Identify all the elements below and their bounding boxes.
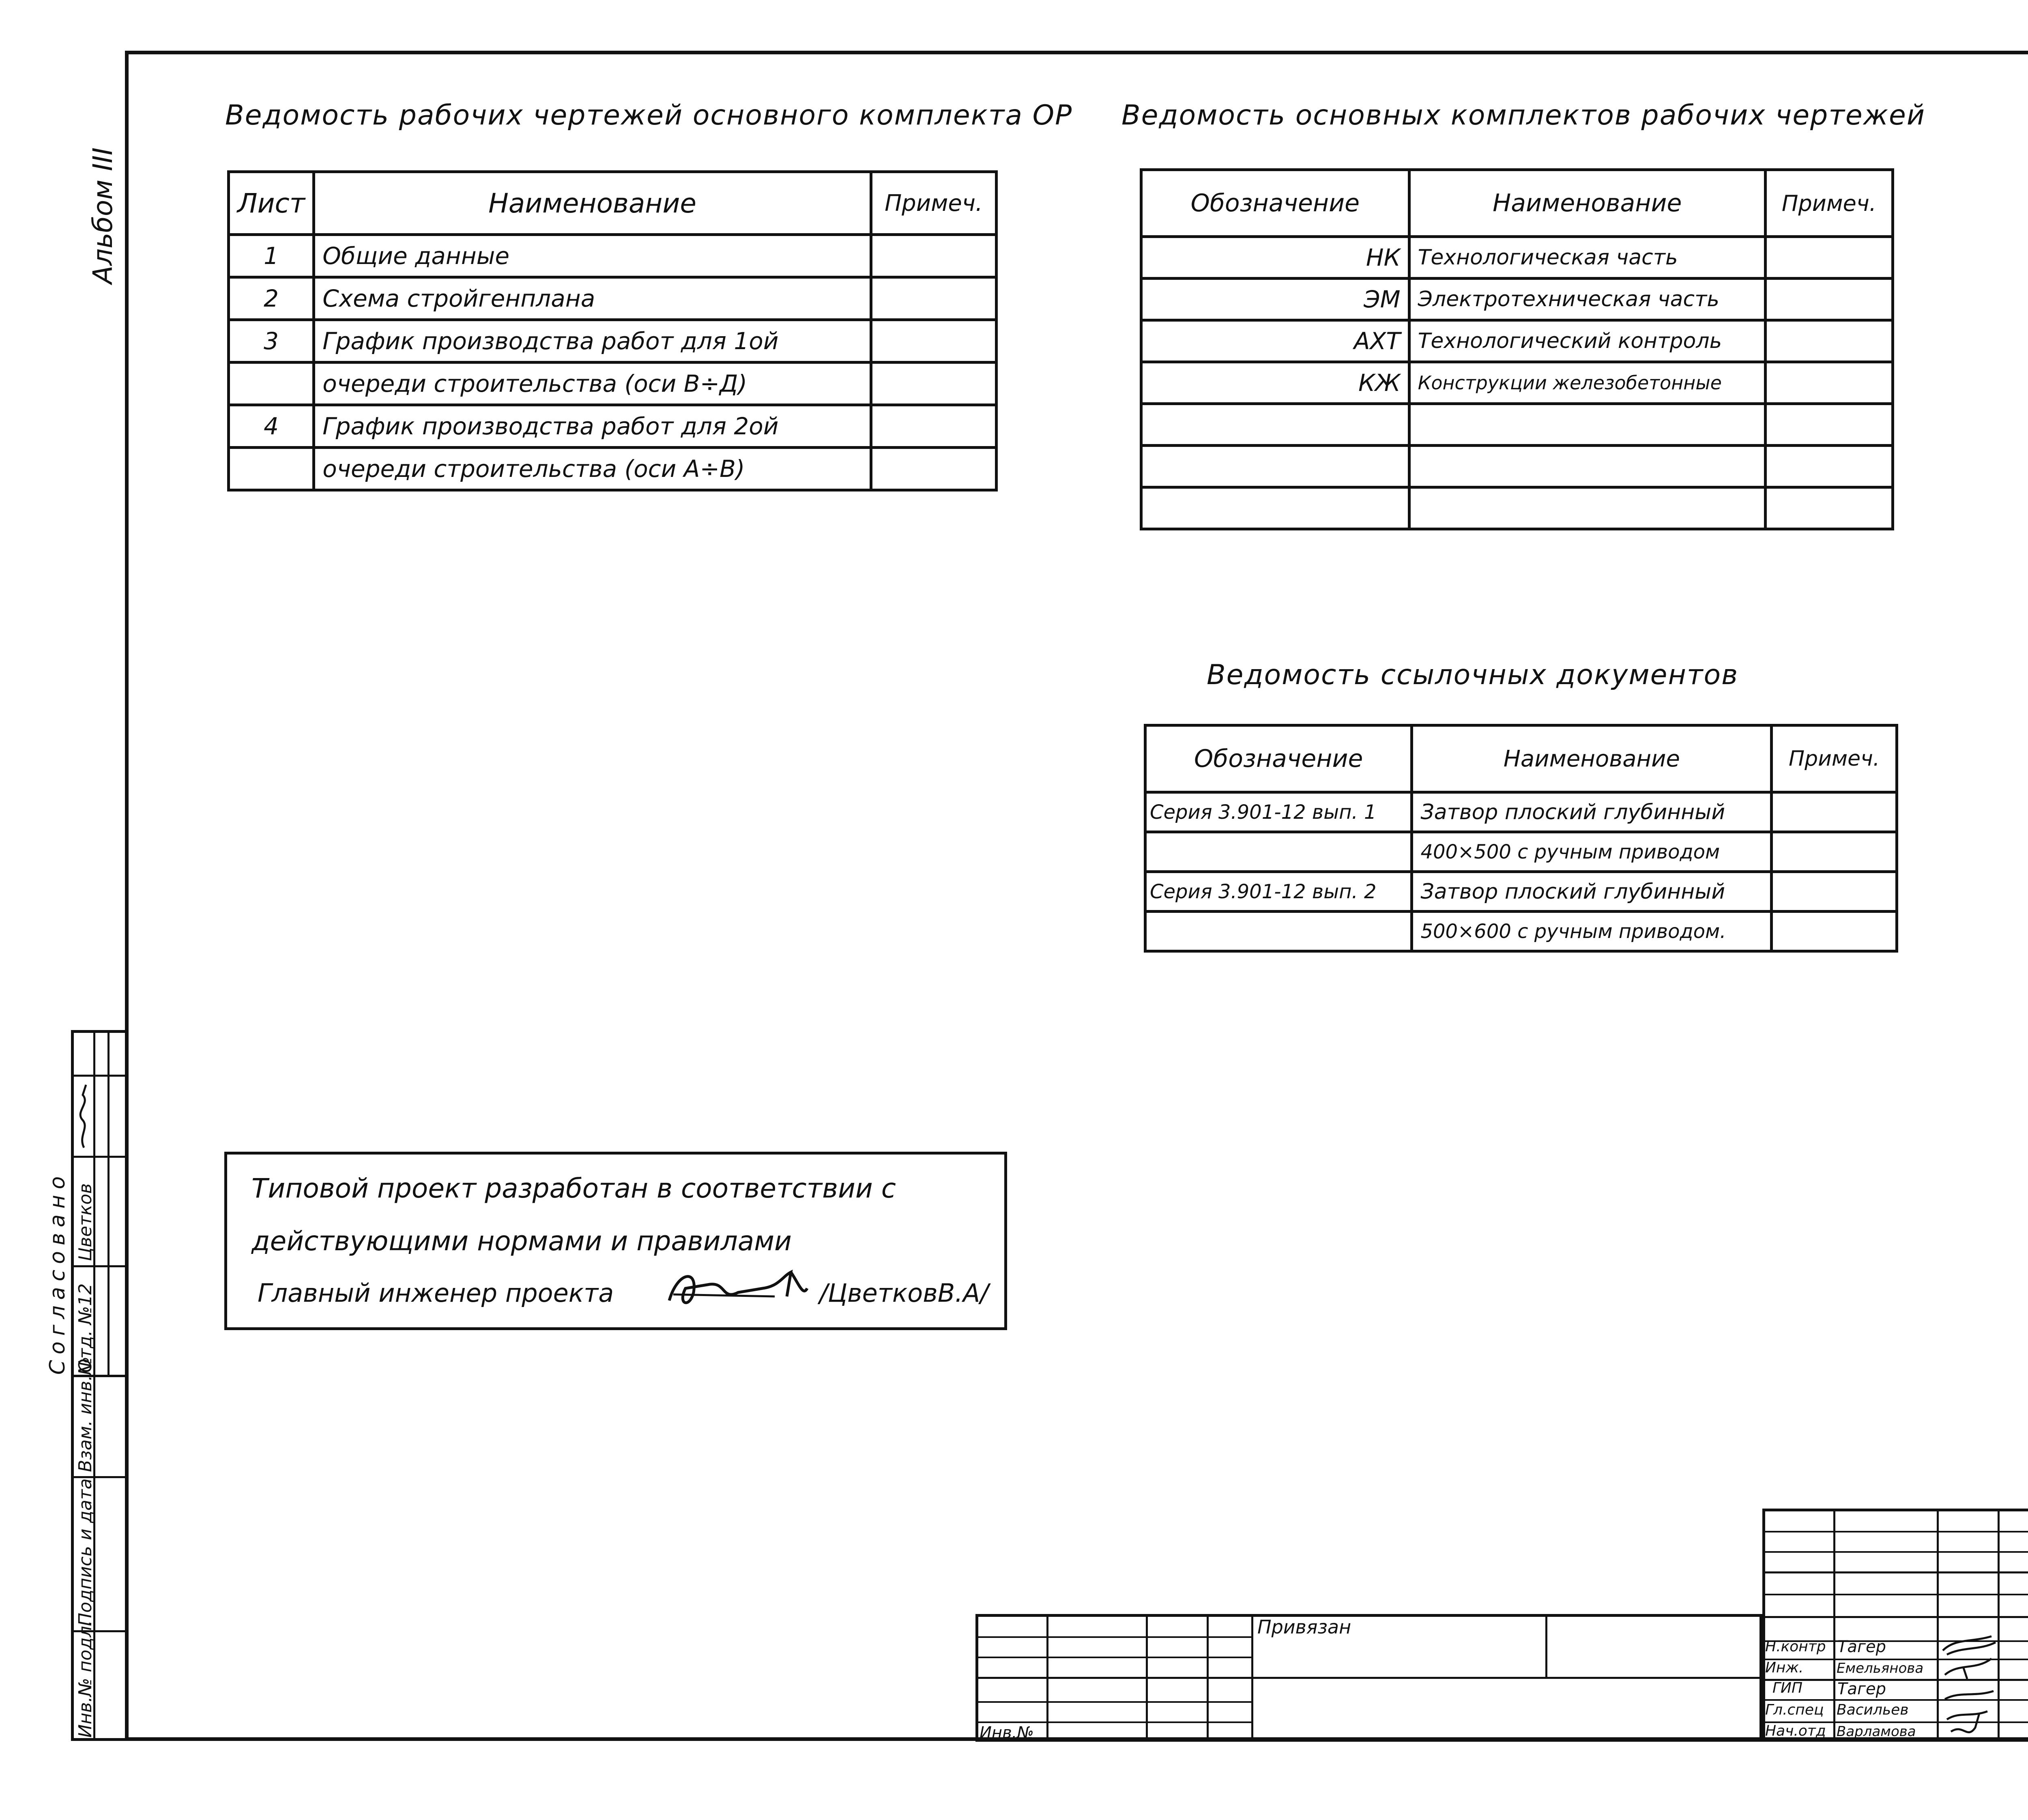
cell xyxy=(1141,487,1409,529)
table-row xyxy=(1141,237,1893,279)
table2-title: Ведомость основных комплектов рабочих чертежей xyxy=(1121,99,1926,131)
cell: Затвор плоский глубинный xyxy=(1412,872,1772,912)
table1-col-note: Примеч. xyxy=(871,172,996,235)
cell xyxy=(871,277,996,320)
table2 xyxy=(1140,168,1894,530)
cell xyxy=(871,320,996,363)
tb-h4 xyxy=(1762,1594,2028,1595)
table-row xyxy=(1145,832,1897,872)
dept-label: Отд. №12 xyxy=(75,1283,96,1373)
cell: График производства работ для 1ой xyxy=(314,320,871,363)
binding-v5 xyxy=(1545,1614,1547,1677)
cell: Серия 3.901-12 вып. 2 xyxy=(1145,872,1412,912)
cell: очереди строительства (оси А÷В) xyxy=(314,448,871,490)
name-1: Емельянова xyxy=(1837,1660,1924,1676)
cell xyxy=(1772,792,1897,832)
note-line-1: Типовой проект разработан в соответствии с xyxy=(251,1173,896,1204)
binding-h1 xyxy=(975,1636,1251,1638)
cell: 3 xyxy=(229,320,314,363)
tb-v1 xyxy=(1833,1509,1835,1742)
strip-divider-h5 xyxy=(71,1476,125,1478)
cell: График производства работ для 2ой xyxy=(314,405,871,448)
cell xyxy=(871,235,996,277)
cell xyxy=(1772,872,1897,912)
cell xyxy=(1409,446,1765,487)
tb-h3 xyxy=(1762,1571,2028,1573)
cell: Общие данные xyxy=(314,235,871,277)
table-row xyxy=(1141,487,1893,529)
cell xyxy=(871,363,996,405)
cell: Электротехническая часть xyxy=(1409,279,1765,320)
cell xyxy=(1772,912,1897,951)
table-row xyxy=(1145,872,1897,912)
strip-signature xyxy=(74,1079,93,1152)
table-row xyxy=(1141,320,1893,362)
cell xyxy=(1145,832,1412,872)
cell xyxy=(1765,487,1893,529)
table2-col-name: Наименование xyxy=(1409,170,1765,237)
cell: ЭМ xyxy=(1141,279,1409,320)
table2-col-note: Примеч. xyxy=(1765,170,1893,237)
name-0: Тагер xyxy=(1837,1638,1886,1656)
inv-orig-label: Инв.№ подл. xyxy=(75,1620,96,1738)
name-2: Тагер xyxy=(1837,1680,1886,1698)
table3-col-note: Примеч. xyxy=(1772,725,1897,792)
table-row xyxy=(1145,912,1897,951)
cell: 400×500 с ручным приводом xyxy=(1412,832,1772,872)
cell xyxy=(1765,279,1893,320)
tb-h1 xyxy=(1762,1531,2028,1532)
table1-col-sheet: Лист xyxy=(229,172,314,235)
name-4: Варламова xyxy=(1837,1723,1916,1740)
tb-h5 xyxy=(1762,1616,2028,1618)
inv-replace-label: Взам. инв.№ xyxy=(75,1356,96,1472)
strip-divider-h3 xyxy=(71,1265,125,1267)
table3-col-code: Обозначение xyxy=(1145,725,1412,792)
cell: очереди строительства (оси В÷Д) xyxy=(314,363,871,405)
project-note-box xyxy=(224,1152,1007,1330)
table1-title: Ведомость рабочих чертежей основного комплекта ОР xyxy=(225,99,1073,131)
table-row xyxy=(229,448,997,490)
person-label: Цветков xyxy=(75,1183,96,1261)
cell: 2 xyxy=(229,277,314,320)
table3-header xyxy=(1145,725,1897,792)
table3-title: Ведомость ссылочных документов xyxy=(1207,659,1739,691)
table2-header xyxy=(1141,170,1893,237)
privyazan-label: Привязан xyxy=(1257,1616,1351,1638)
tb-h2 xyxy=(1762,1551,2028,1553)
role-3: Гл.спец xyxy=(1765,1702,1824,1718)
table2-col-code: Обозначение xyxy=(1141,170,1409,237)
binding-h2 xyxy=(975,1657,1251,1658)
cell xyxy=(1141,404,1409,446)
strip-divider-h1 xyxy=(71,1075,125,1077)
album-label: Альбом III xyxy=(87,147,118,284)
cell xyxy=(1409,487,1765,529)
table3 xyxy=(1144,724,1898,953)
table-row xyxy=(1145,792,1897,832)
role-0: Н.контр xyxy=(1765,1638,1826,1655)
note-line-2: действующими нормами и правилами xyxy=(251,1225,792,1257)
cell xyxy=(229,448,314,490)
cell xyxy=(1765,446,1893,487)
name-3: Васильев xyxy=(1837,1702,1909,1718)
cell xyxy=(871,448,996,490)
table-row xyxy=(229,320,997,363)
table1-header xyxy=(229,172,997,235)
table-row xyxy=(1141,279,1893,320)
cell: НК xyxy=(1141,237,1409,279)
cell: КЖ xyxy=(1141,362,1409,404)
cell xyxy=(1765,362,1893,404)
chief-engineer-name: /ЦветковВ.А/ xyxy=(819,1278,989,1308)
cell: 4 xyxy=(229,405,314,448)
cell: АХТ xyxy=(1141,320,1409,362)
inv-no-label: Инв.№ xyxy=(980,1723,1034,1742)
role-4: Нач.отд xyxy=(1765,1723,1826,1739)
strip-divider-h2 xyxy=(71,1156,125,1158)
cell: Серия 3.901-12 вып. 1 xyxy=(1145,792,1412,832)
strip-divider-v2 xyxy=(107,1030,110,1375)
binding-h5 xyxy=(975,1721,1251,1723)
cell: Технологический контроль xyxy=(1409,320,1765,362)
cell: Затвор плоский глубинный xyxy=(1412,792,1772,832)
agreed-label: Согласовано xyxy=(45,1170,70,1375)
table-row xyxy=(229,405,997,448)
stamp-signatures xyxy=(1939,1630,2000,1742)
table-row xyxy=(1141,362,1893,404)
cell xyxy=(1141,446,1409,487)
cell: Схема стройгенплана xyxy=(314,277,871,320)
cell xyxy=(871,405,996,448)
cell: Технологическая часть xyxy=(1409,237,1765,279)
cell: Конструкции железобетонные xyxy=(1409,362,1765,404)
table-row xyxy=(1141,404,1893,446)
cell xyxy=(1765,404,1893,446)
cell xyxy=(1765,320,1893,362)
cell xyxy=(1765,237,1893,279)
role-2: ГИП xyxy=(1772,1680,1803,1696)
table-row xyxy=(229,277,997,320)
cell xyxy=(1409,404,1765,446)
table-row xyxy=(229,363,997,405)
cell xyxy=(229,363,314,405)
cell: 1 xyxy=(229,235,314,277)
table-row xyxy=(229,235,997,277)
binding-h3 xyxy=(975,1677,1762,1679)
role-1: Инж. xyxy=(1765,1659,1804,1676)
cell xyxy=(1772,832,1897,872)
chief-engineer-label: Главный инженер проекта xyxy=(258,1278,614,1308)
cell xyxy=(1145,912,1412,951)
binding-h4 xyxy=(975,1701,1251,1703)
cell: 500×600 с ручным приводом. xyxy=(1412,912,1772,951)
sign-date-label: Подпись и дата xyxy=(75,1478,96,1626)
chief-engineer-signature xyxy=(661,1264,815,1317)
table1 xyxy=(227,170,998,491)
table1-col-name: Наименование xyxy=(314,172,871,235)
table-row xyxy=(1141,446,1893,487)
table3-col-name: Наименование xyxy=(1412,725,1772,792)
